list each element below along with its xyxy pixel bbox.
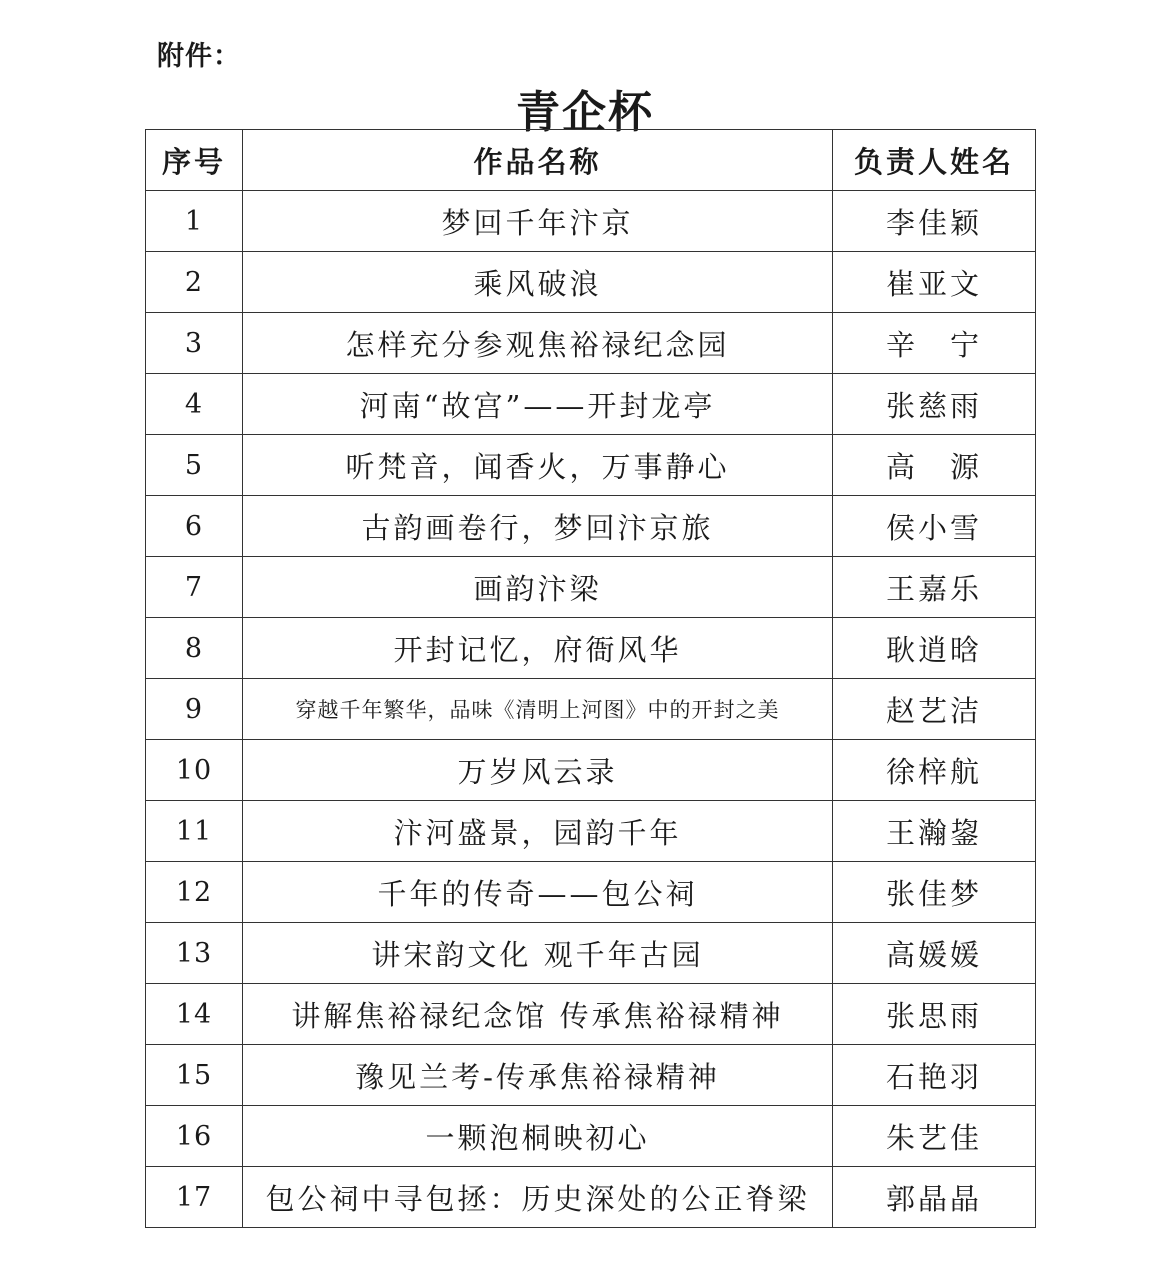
table-row — [146, 435, 1036, 496]
document-title: 青企杯 — [516, 87, 654, 138]
work-title: 讲解焦裕禄纪念馆 传承焦裕禄精神 — [243, 984, 833, 1045]
table-row — [146, 801, 1036, 862]
table-row — [146, 557, 1036, 618]
owner-name: 赵艺洁 — [833, 679, 1036, 740]
table-row — [146, 984, 1036, 1045]
owner-name: 朱艺佳 — [833, 1106, 1036, 1167]
work-title: 乘风破浪 — [243, 252, 833, 313]
row-number: 11 — [146, 801, 243, 862]
table-row — [146, 1106, 1036, 1167]
row-number: 16 — [146, 1106, 243, 1167]
owner-name: 王瀚鋆 — [833, 801, 1036, 862]
table-row — [146, 1045, 1036, 1106]
column-header-owner-name: 负责人姓名 — [833, 130, 1036, 191]
owner-name: 张佳梦 — [833, 862, 1036, 923]
table-row — [146, 252, 1036, 313]
work-title: 怎样充分参观焦裕禄纪念园 — [243, 313, 833, 374]
owner-name: 李佳颖 — [833, 191, 1036, 252]
work-title: 梦回千年汴京 — [243, 191, 833, 252]
table-row — [146, 496, 1036, 557]
row-number: 1 — [146, 191, 243, 252]
table-row — [146, 679, 1036, 740]
work-title: 河南“故宫”——开封龙亭 — [243, 374, 833, 435]
owner-name: 徐梓航 — [833, 740, 1036, 801]
owner-name: 张思雨 — [833, 984, 1036, 1045]
work-title: 开封记忆，府衙风华 — [243, 618, 833, 679]
owner-name: 郭晶晶 — [833, 1167, 1036, 1228]
row-number: 10 — [146, 740, 243, 801]
table-row — [146, 618, 1036, 679]
works-table — [145, 129, 1036, 1228]
table-row — [146, 191, 1036, 252]
owner-name: 张慈雨 — [833, 374, 1036, 435]
work-title: 古韵画卷行，梦回汴京旅 — [243, 496, 833, 557]
row-number: 5 — [146, 435, 243, 496]
table-row — [146, 374, 1036, 435]
table-header-row — [146, 130, 1036, 191]
work-title: 包公祠中寻包拯：历史深处的公正脊梁 — [243, 1167, 833, 1228]
column-header-number: 序号 — [146, 130, 243, 191]
row-number: 6 — [146, 496, 243, 557]
row-number: 12 — [146, 862, 243, 923]
table-row — [146, 862, 1036, 923]
attachment-label: 附件： — [157, 41, 241, 72]
row-number: 9 — [146, 679, 243, 740]
row-number: 13 — [146, 923, 243, 984]
table-row — [146, 1167, 1036, 1228]
work-title: 汴河盛景，园韵千年 — [243, 801, 833, 862]
table-row — [146, 740, 1036, 801]
owner-name: 高 源 — [833, 435, 1036, 496]
row-number: 8 — [146, 618, 243, 679]
work-title: 画韵汴梁 — [243, 557, 833, 618]
row-number: 17 — [146, 1167, 243, 1228]
row-number: 7 — [146, 557, 243, 618]
row-number: 2 — [146, 252, 243, 313]
row-number: 15 — [146, 1045, 243, 1106]
work-title: 一颗泡桐映初心 — [243, 1106, 833, 1167]
work-title: 万岁风云录 — [243, 740, 833, 801]
owner-name: 高媛媛 — [833, 923, 1036, 984]
row-number: 4 — [146, 374, 243, 435]
work-title: 豫见兰考-传承焦裕禄精神 — [243, 1045, 833, 1106]
owner-name: 侯小雪 — [833, 496, 1036, 557]
work-title: 听梵音，闻香火，万事静心 — [243, 435, 833, 496]
column-header-work-title: 作品名称 — [243, 130, 833, 191]
row-number: 3 — [146, 313, 243, 374]
owner-name: 王嘉乐 — [833, 557, 1036, 618]
work-title: 千年的传奇——包公祠 — [243, 862, 833, 923]
owner-name: 耿逍晗 — [833, 618, 1036, 679]
work-title: 讲宋韵文化 观千年古园 — [243, 923, 833, 984]
table-row — [146, 313, 1036, 374]
owner-name: 辛 宁 — [833, 313, 1036, 374]
table-row — [146, 923, 1036, 984]
owner-name: 石艳羽 — [833, 1045, 1036, 1106]
work-title: 穿越千年繁华，品味《清明上河图》中的开封之美 — [243, 679, 833, 740]
row-number: 14 — [146, 984, 243, 1045]
owner-name: 崔亚文 — [833, 252, 1036, 313]
